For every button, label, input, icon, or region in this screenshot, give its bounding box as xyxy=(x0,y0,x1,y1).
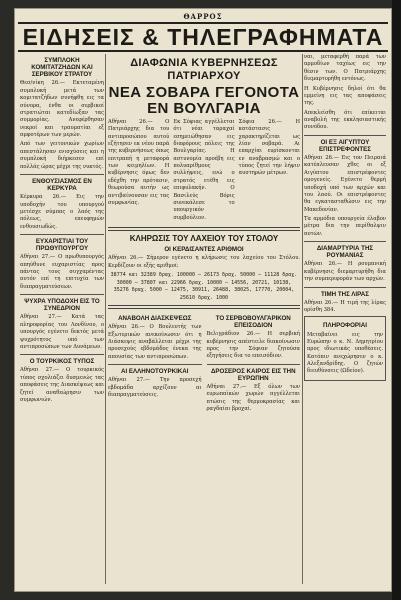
scan-edge xyxy=(392,0,401,600)
article-text: Κέρκυρα 26.— Εις την υποδοχήν του υπουργού μετέσχε σύμπας ο λαός της πόλεως, επευφημών ενθουσιωδώς. xyxy=(20,194,104,230)
divider xyxy=(304,287,386,288)
divider xyxy=(108,364,202,365)
divider xyxy=(20,294,104,295)
middle-column xyxy=(108,54,300,416)
divider xyxy=(20,174,104,175)
headline: ΑΝΑΒΟΛΗ ΔΙΑΣΚΕΨΕΩΣ xyxy=(118,315,192,323)
main-headline-large: ΝΕΑ ΣΟΒΑΡΑ ΓΕΓΟΝΟΤΑ ΕΝ ΒΟΥΛΓΑΡΙΑ xyxy=(108,84,300,118)
headline: ΕΥΧΑΡΙΣΤΙΑΙ ΤΟΥ ΠΡΩΘΥΠΟΥΡΓΟΥ xyxy=(35,238,89,253)
article-text: Αθήναι 27.— Ο τουρκικός τύπος σχολιάζει δυσμενώς τας αποφάσεις της Διασκέψεως και ζητεί αναθεώρησιν των συμφωνιών. xyxy=(20,367,104,403)
headline: ΨΥΧΡΑ ΥΠΟΔΟΧΗ ΕΙΣ ΤΟ ΣΥΝΕΔΡΙΟΝ xyxy=(24,298,100,313)
article-text: Σόφια 26.— Η κατάστασις χαρακτηρίζεται ως λίαν σοβαρά. Αι επαρχίαι ευρίσκονται εν αναβρασμώ και ο τύπος ζητεί την λήψιν αυστηρών μέτρων. xyxy=(238,118,300,177)
divider xyxy=(20,234,104,235)
headline: Ο ΤΟΥΡΚΙΚΟΣ ΤΥΠΟΣ xyxy=(29,358,95,366)
headline: ΣΥΜΠΛΟΚΗ ΚΟΜΙΤΑΤΖΗΔΩΝ ΚΑΙ ΣΕΡΒΙΚΟΥ ΣΤΡΑΤΟΥ xyxy=(31,57,93,79)
column-rule xyxy=(302,54,303,584)
article-text: Αθήναι 26.— Ο Βουλευτής των Εξωτερικών ανεκοίνωσεν ότι η Διάσκεψις αναβάλλεται μέχρι της προσεχούς εβδομάδος ένεκα της απουσίας των αντιπροσώπων. xyxy=(108,324,202,360)
right-column xyxy=(304,54,386,383)
divider xyxy=(108,305,300,309)
subheadline: ΟΙ ΚΕΡΔΙΣΑΝΤΕΣ ΑΡΙΘΜΟΙ xyxy=(164,246,244,254)
headline: ΤΟ ΣΕΡΒΟΒΟΥΛΓΑΡΙΚΟΝ ΕΠΕΙΣΟΔΙΟΝ xyxy=(215,315,291,330)
article-text: Αθήναι 27.— Κατά τας πληροφορίας του Λονδίνου, ο υπουργός εγένετο δεκτός μετά ψυχρότητος υπό των αντιπροσώπων των Δυνάμεων. xyxy=(20,314,104,350)
article-text: Αθήναι 26.— Εις τον Πειραιά κατέπλευσαν χθες οι εξ Αιγύπτου επιστρέφοντες ομογενείς. Εγένετο θερμή υποδοχή υπό των αρχών και του λαού. Οι επιστρέφοντες θα εγκατασταθώσιν εις την Μακεδονίαν. xyxy=(304,155,386,213)
article-text: Αθήναι 27.— Την προσεχή εβδομάδα αρχίζουν αι διαπραγματεύσεις. xyxy=(108,377,202,398)
left-column xyxy=(20,54,104,406)
divider xyxy=(304,241,386,242)
headline: ΚΛΗΡΩΣΙΣ ΤΟΥ ΛΑΧΕΙΟΥ ΤΟΥ ΣΤΟΛΟΥ xyxy=(129,234,279,244)
main-headline: ΔΙΑΦΩΝΙΑ ΚΥΒΕΡΝΗΣΕΩΣ ΠΑΤΡΙΑΡΧΟΥ xyxy=(130,57,278,82)
column-rule xyxy=(105,54,106,584)
headline: ΑΙ ΕΛΛΗΝΟΤΟΥΡΚΙΚΑΙ xyxy=(121,368,189,376)
lower-stories xyxy=(108,312,300,416)
headline: ΟΙ ΕΞ ΑΙΓΥΠΤΟΥ ΕΠΙΣΤΡΕΦΟΝΤΕΣ xyxy=(318,138,372,153)
headline: ΤΙΜΗ ΤΗΣ ΛΙΡΑΣ xyxy=(321,290,369,298)
lottery-numbers: 38774 και 32389 δραχ. 100000 — 26173 δραχ. 50000 — 11128 δραχ. 30000 — 37807 και 22966 δραχ. 10000 — 14556, 20721, 10138, 35276 δραχ. 5000 — 12475, 30911, 26488, 38025, 17770, 20004, 25610 δραχ. 1000 xyxy=(110,272,298,301)
newspaper-page xyxy=(14,8,392,592)
article-text: Βελιγράδιον 26.— Η σερβική κυβέρνησις απέστειλε διακοίνωσιν προς την Σόφιαν ζητούσα εξηγήσεις δια το επεισόδιον. xyxy=(206,331,300,360)
headline: ΕΝΘΟΥΣΙΑΣΜΟΣ ΕΝ ΚΕΡΚΥΡΑ xyxy=(32,177,92,192)
article-text: Αθήναι 26.— Η τιμή της λίρας ορίσθη 384. xyxy=(304,299,386,313)
headline: ΔΙΑΜΑΡΤΥΡΙΑ ΤΗΣ ΡΟΥΜΑΝΙΑΣ xyxy=(316,245,374,260)
article-text: Αθήναι 26.— Σήμερον εγένετο η κλήρωσις του λαχείου του Στόλου. Κερδίζουν οι εξής αριθμοί: xyxy=(108,255,300,269)
notices-heading: ΠΛΗΡΟΦΟΡΙΑΙ xyxy=(323,322,367,330)
article-text: Θεσ/νίκη 26.— Εκτεταμένη συμπλοκή μετά των κομιτατζήδων συνήφθη εις τα σύνορα, ένθα οι σερβικοί στρατιώται κατεδίωξαν τας συμμορίας. Ανεφέρθησαν νεκροί και τραυματίαι εξ αμφοτέρων των μερών. xyxy=(20,80,104,138)
divider xyxy=(108,227,300,231)
notices-box xyxy=(304,316,386,380)
newspaper-name: ΘΑΡΡΟΣ xyxy=(183,12,223,21)
section-masthead: ΕΙΔΗΣΕΙΣ & ΤΗΛΕΓΡΑΦΗΜΑΤΑ xyxy=(18,22,388,52)
article-text: Εκ Σόφιας αγγέλλεται ότι νέαι ταραχαί εσημειώθησαν εις διαφόρους πόλεις της Βουλγαρίας. Η αστυνομία προέβη εις πολυαρίθμους συλλήψεις, ενώ ο στρατός ετέθη εις επιφυλακήν. Ο Βασιλεύς Βόρις συνεκάλεσε το υπουργικόν συμβούλιον. xyxy=(173,118,235,221)
article-text: Απεκλείσθη ότι επίκειται αναβολή της εκκλησιαστικής συνόδου. xyxy=(304,109,386,131)
headline: ΔΡΟΣΕΡΟΣ ΚΑΙΡΟΣ ΕΙΣ ΤΗΝ ΕΥΡΩΠΗΝ xyxy=(210,367,296,382)
article-text: ναι, μεταφερθή παρά των αρμοδίων ταχέως εις την θέσιν των. Ο Πατριάρχης διεμαρτυρήθη εντόνως. xyxy=(304,54,386,83)
article-text: Τα αρμόδια υπουργεία έλαβον μέτρα δια την περίθαλψιν αυτών. xyxy=(304,216,386,237)
article-text: Η Κυβέρνησις δηλοί ότι θα εμμείνη εις τας αποφάσεις της. xyxy=(304,85,386,107)
article-text: Αθήναι 26.— Ο Πατριάρχης δια του αντιπροσώπου αυτού εζήτησεν εκ νέου παρά της κυβερνήσεως όπως επιτραπή η μεταφορά των κειμηλίων. Η κυβέρνησις όμως δεν εδέχθη την πρότασιν, θεωρούσα αυτήν ως αντιβαίνουσαν εις τας συμφωνίας. xyxy=(108,118,170,206)
main-story xyxy=(108,119,300,224)
article-text: Αθήναι 27.— Εξ όλων των ευρωπαϊκών χωρών αγγέλλεται πτώσις της θερμοκρασίας και ραγδαίαι βροχαί. xyxy=(206,384,300,413)
divider xyxy=(20,354,104,355)
notices-text: Μεταβαίνει εις την Ευρώπην ο κ. Ν. Δημητρίου προς ιδιωτικάς υποθέσεις. Κατόπιν ανεχώρησεν ο κ. Αλεξανδρίδης. Ο ζητών διευθύνσεις (Ωδείον). xyxy=(307,331,383,375)
divider xyxy=(304,135,386,136)
divider xyxy=(207,364,301,365)
article-text: Αθήναι 26.— Η ρουμανική κυβέρνησις διεμαρτυρήθη δια την συμπεριφοράν των αρχών. xyxy=(304,261,386,283)
article-text: Από των γειτονικών χωρίων απεστάλησαν ενισχύσεις και η συμπλοκή διήρκεσεν επί πολλάς ώρας μέχρι της νυκτός. xyxy=(20,141,104,170)
article-text: Αθήναι 27.— Ο πρωθυπουργός απηύθυνε ευχαριστίας προς πάντας τους συγχαρέντας αυτόν επί τη επιτυχία των διαπραγματεύσεων. xyxy=(20,254,104,290)
